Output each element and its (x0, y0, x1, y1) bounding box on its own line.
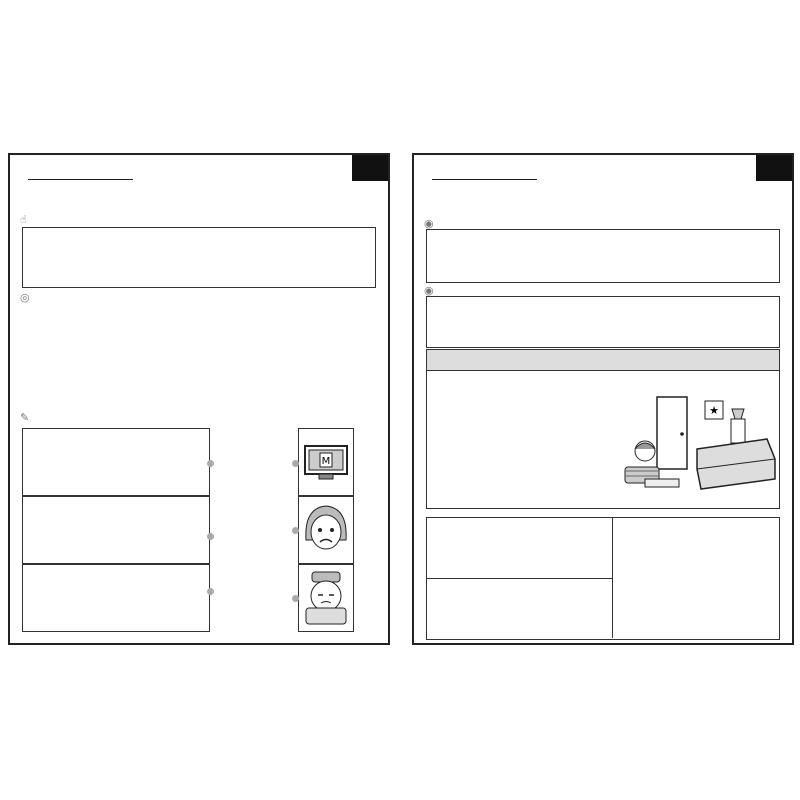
name-field (20, 168, 133, 180)
hf-box (426, 296, 780, 348)
match-dot-picture-3[interactable] (292, 595, 299, 602)
sick-child-picture (298, 564, 354, 632)
hf-words (427, 297, 779, 301)
eyes-icon-2: ◉ (424, 284, 434, 297)
story-box (426, 371, 780, 509)
sound-grid-box (22, 227, 376, 288)
tv-letter: M (321, 456, 331, 467)
question-1 (427, 518, 613, 579)
svg-text:★: ★ (709, 404, 719, 417)
brain-icon: ◎ (20, 291, 30, 304)
eyes-icon: ◉ (424, 217, 434, 230)
quiz-table (426, 517, 780, 640)
bedroom-picture (617, 379, 777, 504)
match-dot-sentence-2[interactable] (207, 533, 214, 540)
phonics-tag-right (756, 153, 794, 181)
sad-face-icon (300, 500, 352, 560)
sentence-1 (22, 428, 210, 496)
sad-girl-picture (298, 496, 354, 564)
match-header (20, 411, 378, 424)
blend-header (20, 291, 378, 304)
phonics-tag (352, 153, 390, 181)
touch-header (20, 213, 378, 226)
sentence-2 (22, 496, 210, 564)
decodable-words (427, 230, 779, 234)
sick-child-icon (300, 568, 352, 628)
match-dot-sentence-3[interactable] (207, 588, 214, 595)
name-line-right[interactable] (432, 168, 537, 180)
worksheet-right (412, 153, 794, 645)
tv-icon (303, 442, 349, 482)
pencil-icon: ✎ (20, 411, 30, 424)
question-2 (427, 579, 613, 638)
hand-icon: ☝ (20, 213, 27, 226)
sound-grid (23, 228, 375, 231)
match-dot-sentence-1[interactable] (207, 460, 214, 467)
worksheet-left (8, 153, 390, 645)
name-line[interactable] (28, 168, 133, 180)
sentence-3 (22, 564, 210, 632)
match-dot-picture-2[interactable] (292, 527, 299, 534)
match-dot-picture-1[interactable] (292, 460, 299, 467)
decodable-box (426, 229, 780, 283)
tv-picture (298, 428, 354, 496)
story-title (426, 349, 780, 371)
name-field-right (424, 168, 537, 180)
